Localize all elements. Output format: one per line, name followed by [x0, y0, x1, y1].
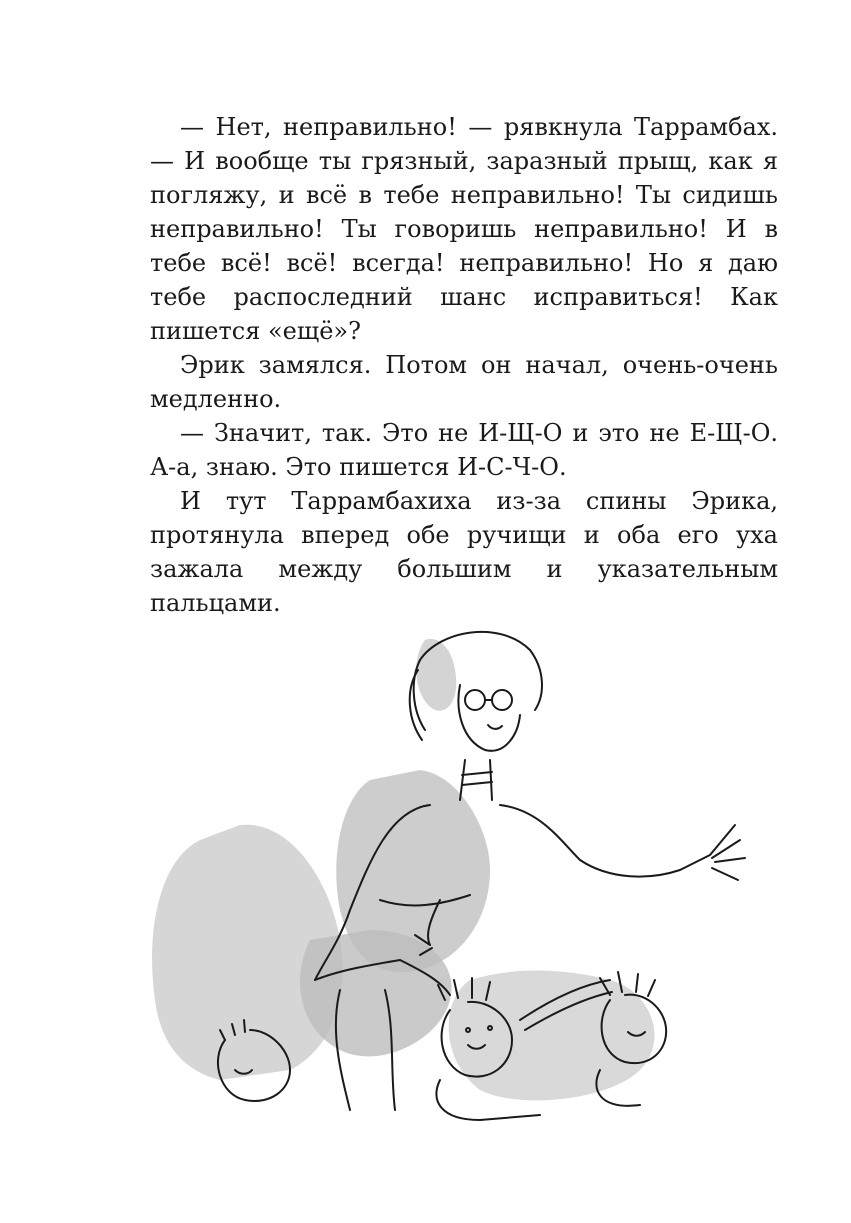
wash-right-children [449, 971, 655, 1101]
illustration-teacher-and-children [140, 600, 760, 1140]
paragraph-2: Эрик замялся. Потом он начал, очень-очень медленно. [150, 351, 778, 413]
wash-hair [416, 639, 456, 711]
paragraph-3: — Значит, так. Это не И-Щ-О и это не Е-Щ-О. А-а, знаю. Это пишется И-С-Ч-О. [150, 419, 778, 481]
paragraph-1: — Нет, неправильно! — рявкнула Таррамбах. — И вообще ты грязный, заразный прыщ, как я погляжу, и всё в тебе неправильно! Ты сидишь неправильно! Ты говоришь неправильно! И в тебе всё! всё! всегда! неправильно! Но я даю тебе распоследний шанс исправиться! Как пишется «ещё»? [150, 113, 778, 345]
paragraph-4: И тут Таррамбахиха из-за спины Эрика, протянула вперед обе ручищи и оба его уха зажала между большим и указательным пальцами. [150, 487, 778, 617]
illustration-svg [140, 600, 760, 1140]
text-block [150, 110, 778, 620]
